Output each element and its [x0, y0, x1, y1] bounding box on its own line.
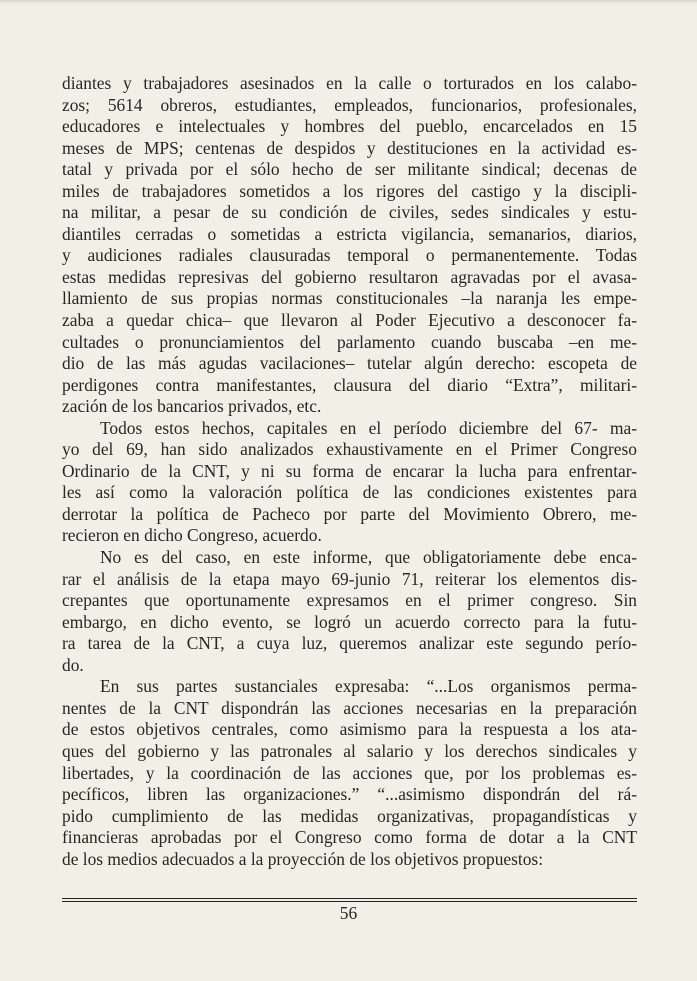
text-line: En sus partes sustanciales expresaba: “...Los organismos perma-	[100, 676, 637, 697]
footer-rule-bottom	[62, 901, 637, 902]
text-line: libertades, y la coordinación de las acciones que, por los problemas es-	[62, 762, 637, 783]
text-line: y audiciones radiales clausuradas temporal o permanentemente. Todas	[62, 245, 637, 266]
text-line: de los medios adecuados a la proyección de los objetivos propuestos:	[62, 848, 544, 869]
paragraph	[62, 73, 637, 418]
text-line: dio de las más agudas vacilaciones– tutelar algún derecho: escopeta de	[62, 353, 637, 374]
text-line: zos; 5614 obreros, estudiantes, empleados, funcionarios, profesionales,	[62, 94, 637, 115]
text-line: miles de trabajadores sometidos a los rigores del castigo y la discipli-	[62, 180, 637, 201]
page-top-edge	[0, 0, 697, 4]
text-line: Todos estos hechos, capitales en el período diciembre del 67- ma-	[100, 417, 637, 438]
text-line: llamiento de sus propias normas constitucionales –la naranja les empe-	[62, 288, 637, 309]
text-line: pecíficos, libren las organizaciones.” “...asimismo dispondrán del rá-	[62, 784, 637, 805]
text-line: do.	[62, 654, 84, 675]
paragraph	[62, 418, 637, 547]
text-line: na militar, a pesar de su condición de civiles, sedes sindicales y estu-	[62, 202, 637, 223]
text-line: diantiles cerradas o sometidas a estricta vigilancia, semanarios, diarios,	[62, 223, 637, 244]
text-line: No es del caso, en este informe, que obligatoriamente debe enca-	[100, 547, 637, 568]
paragraph	[62, 547, 637, 676]
text-line: yo del 69, han sido analizados exhaustivamente en el Primer Congreso	[62, 439, 637, 460]
text-line: rar el análisis de la etapa mayo 69-junio 71, reiterar los elementos dis-	[62, 568, 637, 589]
text-line: les así como la valoración política de las condiciones existentes para	[62, 482, 637, 503]
footer-rule-top	[62, 898, 637, 899]
text-line: pido cumplimiento de las medidas organizativas, propagandísticas y	[62, 805, 637, 826]
text-line: diantes y trabajadores asesinados en la calle o torturados en los calabo-	[62, 73, 637, 93]
text-line: recieron en dicho Congreso, acuerdo.	[62, 525, 322, 546]
text-line: de estos objetivos centrales, como asimismo para la respuesta a los ata-	[62, 719, 637, 740]
text-line: tatal y privada por el sólo hecho de ser militante sindical; decenas de	[62, 159, 637, 180]
text-line: educadores e intelectuales y hombres del pueblo, encarcelados en 15	[62, 116, 637, 137]
text-line: cultades o pronunciamientos del parlamento cuando buscaba –en me-	[62, 331, 637, 352]
paragraph	[62, 676, 637, 870]
text-line: meses de MPS; centenas de despidos y destituciones en la actividad es-	[62, 137, 637, 158]
body-text	[62, 73, 637, 870]
text-line: ques del gobierno y las patronales al salario y los derechos sindicales y	[62, 740, 637, 761]
text-line: perdigones contra manifestantes, clausura del diario “Extra”, militari-	[62, 374, 637, 395]
text-line: ra tarea de la CNT, a cuya luz, queremos analizar este segundo perío-	[62, 633, 637, 654]
text-line: financieras aprobadas por el Congreso como forma de dotar a la CNT	[62, 827, 637, 848]
text-line: derrotar la política de Pacheco por parte del Movimiento Obrero, me-	[62, 503, 637, 524]
page-number: 56	[339, 903, 358, 923]
text-line: crepantes que oportunamente expresamos en el primer congreso. Sin	[62, 590, 637, 611]
text-line: estas medidas represivas del gobierno resultaron agravadas por el avasa-	[62, 266, 637, 287]
text-line: zaba a quedar chica– que llevaron al Poder Ejecutivo a desconocer fa-	[62, 310, 637, 331]
text-line: Ordinario de la CNT, y ni su forma de encarar la lucha para enfrentar-	[62, 460, 637, 481]
text-line: embargo, en dicho evento, se logró un acuerdo correcto para la futu-	[62, 611, 637, 632]
text-line: zación de los bancarios privados, etc.	[62, 396, 322, 417]
text-line: nentes de la CNT dispondrán las acciones necesarias en la preparación	[62, 697, 637, 718]
